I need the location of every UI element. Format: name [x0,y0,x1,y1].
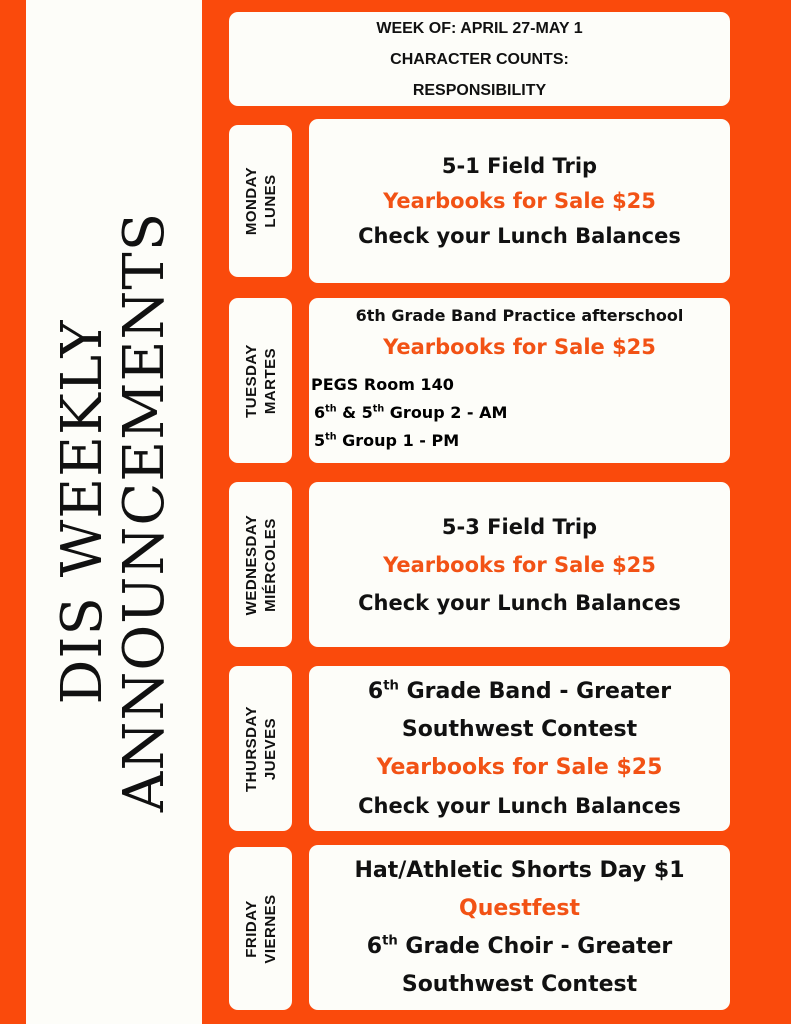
announcement-item: Yearbooks for Sale $25 [383,552,656,577]
day-name-en: THURSDAY [242,705,260,792]
day-name-en: MONDAY [242,166,260,236]
day-name-en: TUESDAY [242,343,260,418]
announcement-item: Yearbooks for Sale $25 [383,188,656,213]
friday-announcements [309,845,730,1010]
announcement-item: Yearbooks for Sale $25 [383,335,656,359]
announcement-item: 5-1 Field Trip [441,153,598,178]
page-title-line1: DIS WEEKLY [50,319,115,705]
pegs-schedule [309,371,507,455]
announcement-item: Southwest Contest [401,716,638,742]
announcement-item: 5-3 Field Trip [441,514,598,539]
day-name-es: LUNES [261,174,279,228]
day-name-es: JUEVES [261,717,279,780]
day-name-es: MARTES [261,347,279,414]
pegs-session-pm: 5th Group 1 - PM [314,431,460,450]
page-title-line2: ANNOUNCEMENTS [112,211,177,813]
day-label-thursday [229,666,292,831]
day-label-monday [229,125,292,277]
announcement-item: Southwest Contest [401,971,638,997]
announcement-item: Yearbooks for Sale $25 [376,754,663,780]
monday-announcements [309,119,730,283]
character-counts-label: CHARACTER COUNTS: [390,50,569,68]
announcement-item: 6th Grade Band - Greater [367,678,672,704]
day-name-es: VIERNES [261,893,279,964]
thursday-announcements [309,666,730,831]
announcement-item: Check your Lunch Balances [358,223,681,248]
wednesday-announcements [309,482,730,647]
week-header [229,12,730,106]
day-label-tuesday [229,298,292,463]
pegs-session-am: 6th & 5th Group 2 - AM [314,403,508,422]
announcement-item: 6th Grade Band Practice afterschool [355,306,684,325]
day-name-en: FRIDAY [242,899,260,958]
day-label-friday [229,847,292,1010]
announcement-item: Questfest [459,895,580,921]
announcement-item: Check your Lunch Balances [358,793,681,818]
day-name-es: MIÉRCOLES [261,517,279,612]
announcement-item: Check your Lunch Balances [358,590,681,615]
page-title [52,212,176,812]
announcement-item: 6th Grade Choir - Greater [366,933,673,959]
pegs-title: PEGS Room 140 [311,375,454,394]
announcement-item: Hat/Athletic Shorts Day $1 [354,857,685,883]
day-name-en: WEDNESDAY [242,514,260,615]
character-trait-label: RESPONSIBILITY [412,81,547,99]
week-of-label: WEEK OF: APRIL 27-MAY 1 [376,19,583,37]
tuesday-announcements [309,298,730,463]
day-label-wednesday [229,482,292,647]
